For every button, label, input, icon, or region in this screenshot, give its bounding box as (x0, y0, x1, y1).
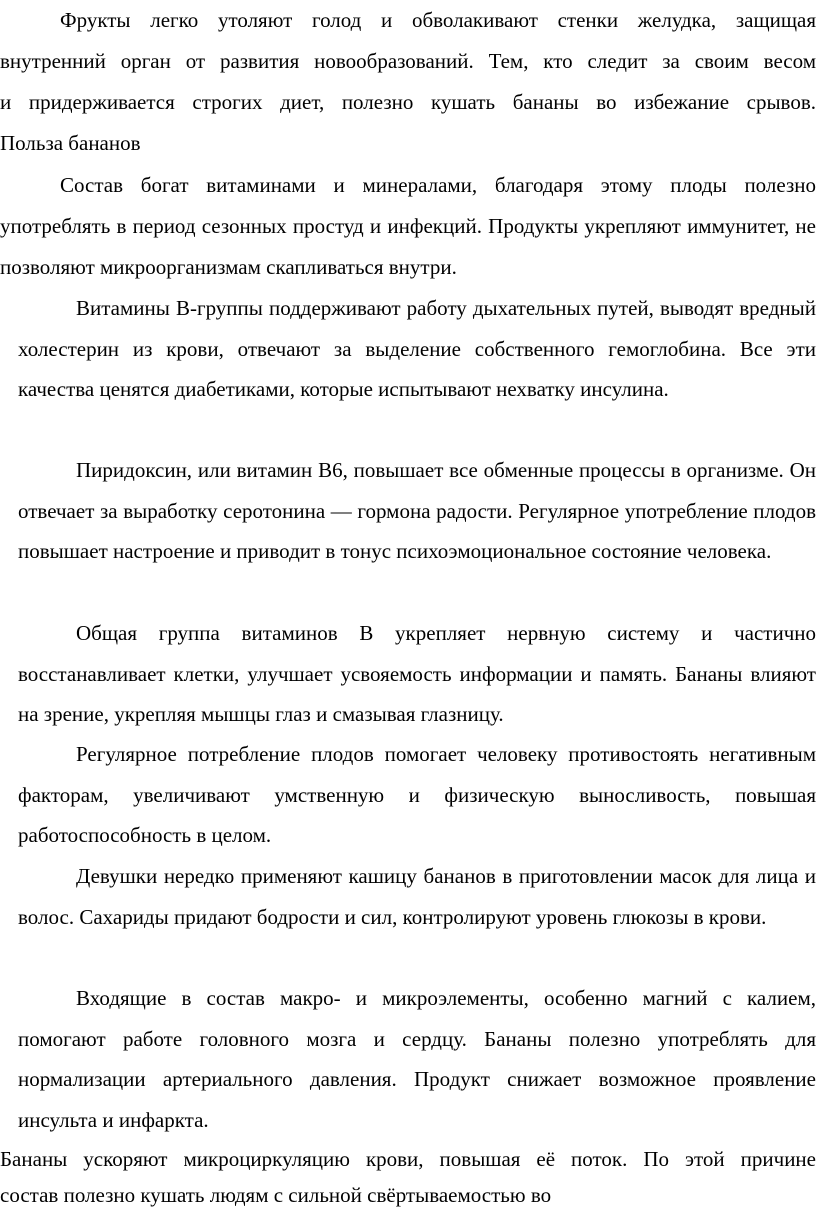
paragraph-intro (0, 0, 816, 123)
intro-line-1: Фрукты легко утоляют голод и обволакивают стенки желудка, защищая (60, 8, 816, 32)
paragraph-nervous-system: Общая группа витаминов B укрепляет нервную систему и частично восстанавливает клетки, улучшает усвояемость информации и память. Бананы влияют на зрение, укрепляя мышцы глаз и смазывая глазницу. (18, 621, 816, 726)
paragraph-vitamins-b: Витамины B-группы поддерживают работу дыхательных путей, выводят вредный холестерин из крови, отвечают за выделение собственного гемоглобина. Все эти качества ценятся диабетиками, которые испытывают нехватку инсулина. (18, 296, 816, 401)
section-heading: Польза бананов (0, 131, 141, 155)
paragraph-pyridoxine: Пиридоксин, или витамин B6, повышает все обменные процессы в организме. Он отвечает за выработку серотонина — гормона радости. Регулярное употребление плодов повышает настроение и приводит в тонус психоэмоциональное состояние человека. (18, 458, 816, 563)
paragraph-microcirculation (0, 1141, 816, 1213)
paragraph-endurance: Регулярное потребление плодов помогает человеку противостоять негативным факторам, увеличивают умственную и физическую выносливость, повышая работоспособность в целом. (18, 742, 816, 847)
paragraph-composition: Состав богат витаминами и минералами, благодаря этому плоды полезно употреблять в период сезонных простуд и инфекций. Продукты укрепляют иммунитет, не позволяют микроорганизмам скапливаться внутри. (0, 173, 816, 279)
microcirculation-line-2: состав полезно кушать людям с сильной свёртываемостью во (0, 1183, 552, 1207)
microcirculation-line-1: Бананы ускоряют микроциркуляцию крови, повышая её поток. По этой причине (0, 1147, 816, 1171)
intro-line-3: и придерживается строгих диет, полезно кушать бананы во избежание срывов. (0, 90, 816, 114)
paragraph-masks: Девушки нередко применяют кашицу бананов в приготовлении масок для лица и волос. Сахариды придают бодрости и сил, контролируют уровень глюкозы в крови. (18, 864, 816, 929)
paragraph-minerals: Входящие в состав макро- и микроэлементы, особенно магний с калием, помогают работе головного мозга и сердцу. Бананы полезно употреблять для нормализации артериального давления. Продукт снижает возможное проявление инсульта и инфаркта. (18, 986, 816, 1132)
intro-line-2: внутренний орган от развития новообразований. Тем, кто следит за своим весом (0, 49, 816, 73)
